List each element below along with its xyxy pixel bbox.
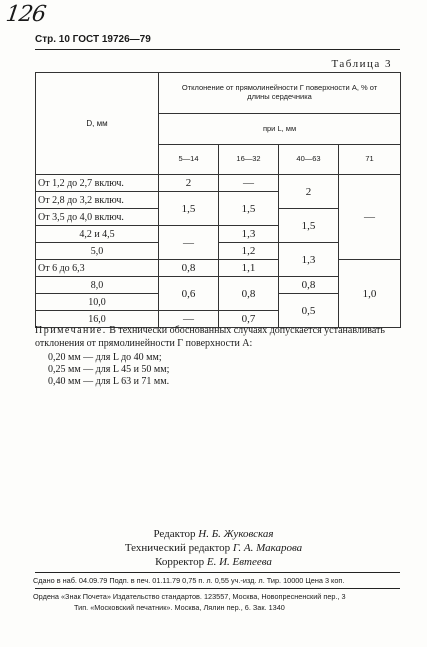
table-cell: — <box>159 311 219 328</box>
row-label: 5,0 <box>36 243 159 260</box>
table-cell: 1,3 <box>219 226 279 243</box>
row-label: От 1,2 до 2,7 включ. <box>36 175 159 192</box>
table-cell: 1,5 <box>219 192 279 226</box>
page-header: Стр. 10 ГОСТ 19726—79 <box>35 34 151 45</box>
table-cell: — <box>219 175 279 192</box>
range-header: 16—32 <box>219 145 279 175</box>
tech-editor-label: Технический редактор <box>124 542 231 554</box>
sub-header-l: при L, мм <box>159 114 401 145</box>
group-header: Отклонение от прямолинейности Г поверхности А, % от длины сердечника <box>159 73 401 114</box>
range-header: 5—14 <box>159 145 219 175</box>
row-label: 8,0 <box>36 277 159 294</box>
table-cell: 0,5 <box>279 294 339 328</box>
note-lines <box>48 352 169 388</box>
table-cell: 1,3 <box>279 243 339 277</box>
imprint-line: Сдано в наб. 04.09.79 Подп. в печ. 01.11.79 0,75 п. л. 0,55 уч.-изд. л. Тир. 10000 Цена 3 коп. <box>33 576 345 585</box>
table-cell: — <box>159 226 219 260</box>
handwritten-page-number: 126 <box>4 2 47 27</box>
imprint-rule-top <box>35 572 400 573</box>
table-cell: 0,8 <box>279 277 339 294</box>
editor-label: Редактор <box>153 528 196 540</box>
header-rule <box>35 49 400 50</box>
table-cell: 0,6 <box>159 277 219 311</box>
table-cell: 0,7 <box>219 311 279 328</box>
editor-name: Н. Б. Жуковская <box>198 528 274 540</box>
tech-editor-name: Г. А. Макарова <box>232 542 303 554</box>
table-cell: 2 <box>159 175 219 192</box>
col-header-d: D, мм <box>36 73 159 175</box>
imprint-rule-bottom <box>35 588 400 589</box>
corrector-label: Корректор <box>155 556 205 568</box>
range-header: 71 <box>339 145 401 175</box>
table-cell: 0,8 <box>219 277 279 311</box>
row-label: От 2,8 до 3,2 включ. <box>36 192 159 209</box>
corrector-name: Е. И. Евтеева <box>206 556 272 568</box>
note-line: 0,20 мм — для L до 40 мм; <box>48 352 162 363</box>
row-label: 10,0 <box>36 294 159 311</box>
note-label: Примечание. <box>35 325 107 336</box>
table-cell: 0,8 <box>159 260 219 277</box>
table-cell: 1,5 <box>159 192 219 226</box>
note-line: 0,40 мм — для L 63 и 71 мм. <box>48 376 170 387</box>
note-line: 0,25 мм — для L 45 и 50 мм; <box>48 364 170 375</box>
table-cell: 1,5 <box>279 209 339 243</box>
table-cell: 1,2 <box>219 243 279 260</box>
imprint-line: Тип. «Московский печатник». Москва, Лялин пер., 6. Зак. 1340 <box>74 603 285 612</box>
table-cell: — <box>339 175 401 260</box>
table-cell: 1,0 <box>339 260 401 328</box>
range-header: 40—63 <box>279 145 339 175</box>
imprint-line: Ордена «Знак Почета» Издательство стандартов. 123557, Москва, Новопресненский пер., 3 <box>33 592 346 601</box>
table-cell: 2 <box>279 175 339 209</box>
table-caption: Таблица 3 <box>331 58 392 70</box>
row-label: От 6 до 6,3 <box>36 260 159 277</box>
row-label: 4,2 и 4,5 <box>36 226 159 243</box>
editors-block <box>0 527 427 569</box>
deviation-table <box>35 72 401 328</box>
table-cell: 1,1 <box>219 260 279 277</box>
note-text: В технически обоснованных случаях допускается устанавливать отклонения от прямолинейности Г поверхности А: <box>35 325 385 349</box>
table-note <box>35 324 405 350</box>
row-label: 16,0 <box>36 311 159 328</box>
row-label: От 3,5 до 4,0 включ. <box>36 209 159 226</box>
